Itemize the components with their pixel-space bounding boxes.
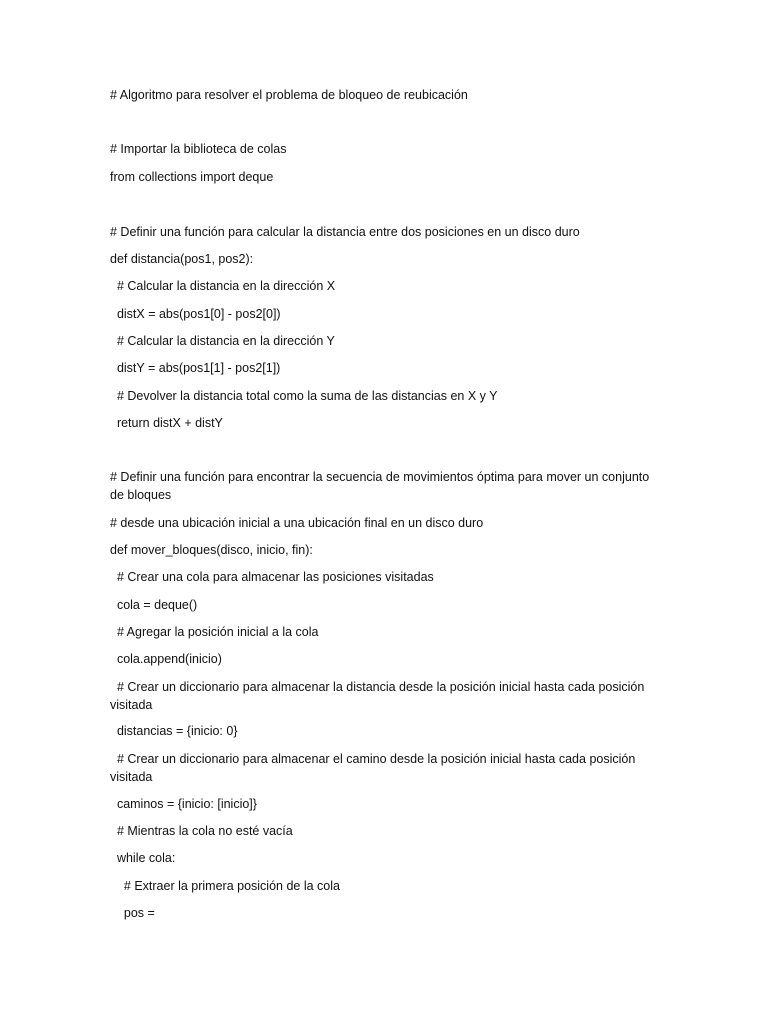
- code-line: def mover_bloques(disco, inicio, fin):: [110, 543, 313, 557]
- code-line: pos =: [110, 906, 155, 920]
- code-comment: # Crear un diccionario para almacenar la distancia desde la posición inicial hasta cada posición visitada: [110, 680, 648, 712]
- code-line: cola.append(inicio): [110, 652, 222, 666]
- code-comment: # Mientras la cola no esté vacía: [110, 824, 293, 838]
- code-line: from collections import deque: [110, 170, 274, 184]
- code-line: distY = abs(pos1[1] - pos2[1]): [110, 361, 281, 375]
- code-comment: # Extraer la primera posición de la cola: [110, 879, 340, 893]
- code-line: return distX + distY: [110, 416, 223, 430]
- code-comment: # desde una ubicación inicial a una ubicación final en un disco duro: [110, 516, 484, 530]
- code-line: cola = deque(): [110, 598, 198, 612]
- code-comment: # Devolver la distancia total como la suma de las distancias en X y Y: [110, 389, 498, 403]
- code-comment: # Crear un diccionario para almacenar el camino desde la posición inicial hasta cada posición visitada: [110, 752, 639, 784]
- code-comment: # Calcular la distancia en la dirección X: [110, 279, 336, 293]
- comment-move-function: # Definir una función para encontrar la secuencia de movimientos óptima para mover un conjunto de bloques: [110, 470, 653, 502]
- comment-import: # Importar la biblioteca de colas: [110, 142, 287, 156]
- code-line: def distancia(pos1, pos2):: [110, 252, 254, 266]
- code-line: distX = abs(pos1[0] - pos2[0]): [110, 307, 281, 321]
- code-line: caminos = {inicio: [inicio]}: [110, 797, 257, 811]
- code-comment: # Agregar la posición inicial a la cola: [110, 625, 319, 639]
- code-comment: # Crear una cola para almacenar las posiciones visitadas: [110, 570, 434, 584]
- code-comment: # Calcular la distancia en la dirección Y: [110, 334, 335, 348]
- comment-distance-function: # Definir una función para calcular la distancia entre dos posiciones en un disco duro: [110, 225, 580, 239]
- code-line: distancias = {inicio: 0}: [110, 724, 238, 738]
- code-line: while cola:: [110, 851, 176, 865]
- comment-title: # Algoritmo para resolver el problema de bloqueo de reubicación: [110, 88, 468, 102]
